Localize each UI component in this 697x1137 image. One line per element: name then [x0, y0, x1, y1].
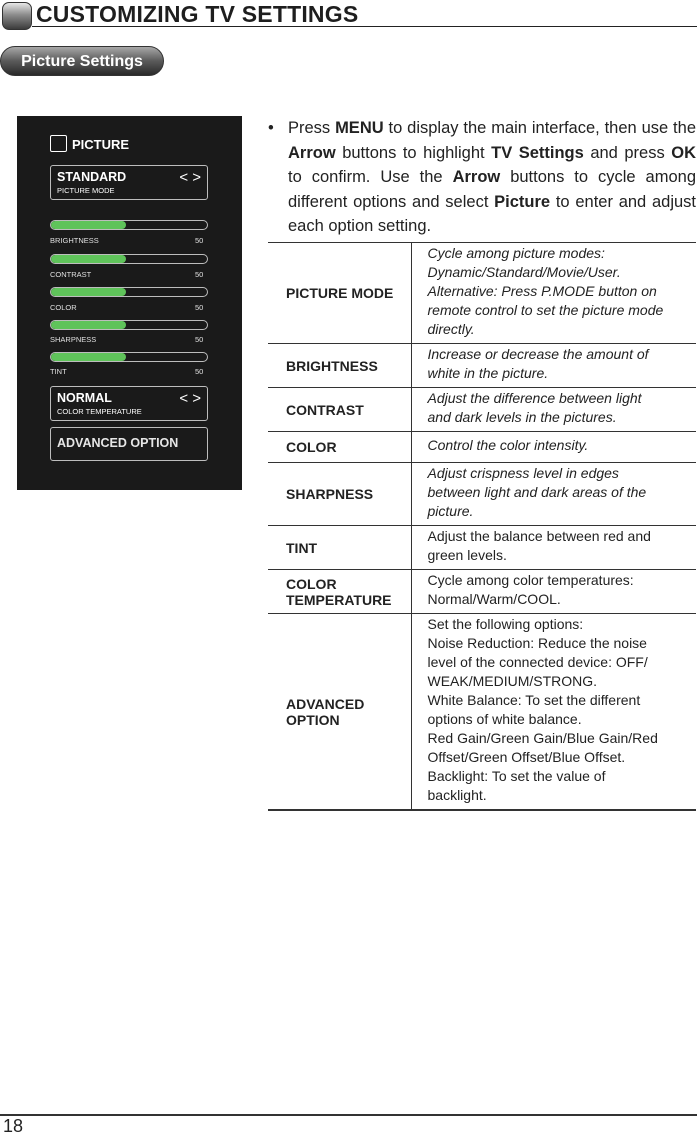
tint-label: TINT: [50, 367, 67, 376]
option-name: ADVANCED OPTION: [268, 614, 411, 811]
advanced-option-button[interactable]: ADVANCED OPTION: [50, 427, 208, 461]
color-label: COLOR: [50, 303, 77, 312]
key-arrow: Arrow: [288, 143, 336, 162]
color-temperature-arrows-icon[interactable]: < >: [179, 390, 201, 407]
option-name: BRIGHTNESS: [268, 344, 411, 388]
picture-options-table: [268, 242, 696, 811]
desc-line: Cycle among picture modes:: [427, 245, 605, 261]
section-label: Picture Settings: [0, 46, 164, 76]
tv-picture-menu: [17, 116, 242, 490]
key-menu: MENU: [335, 119, 384, 137]
sharpness-value: 50: [195, 335, 204, 344]
contrast-label: CONTRAST: [50, 270, 92, 279]
table-row: [268, 432, 696, 463]
desc-line: Set the following options:: [427, 616, 584, 632]
option-name: COLOR: [268, 432, 411, 463]
table-row: [268, 463, 696, 526]
instr-text: Press: [288, 119, 336, 137]
tint-slider[interactable]: [50, 352, 208, 362]
instr-text: and press: [583, 143, 672, 162]
desc-line: WEAK/MEDIUM/STRONG.: [427, 673, 598, 689]
table-row: [268, 614, 696, 811]
desc-line: remote control to set the picture mode: [427, 302, 664, 318]
page-number: 18: [3, 1116, 24, 1136]
color-value: 50: [195, 303, 204, 312]
contrast-value: 50: [195, 270, 204, 279]
option-description: [411, 570, 696, 614]
option-description: [411, 344, 696, 388]
picture-mode-value: STANDARD: [57, 170, 127, 184]
color-temperature-selector[interactable]: [50, 386, 208, 421]
desc-line: Control the color intensity.: [427, 437, 589, 453]
page-title: CUSTOMIZING TV SETTINGS: [36, 1, 359, 27]
desc-line: backlight.: [427, 787, 487, 803]
desc-line: Increase or decrease the amount of: [427, 346, 649, 362]
table-row: [268, 344, 696, 388]
desc-line: directly.: [427, 321, 475, 337]
key-ok: OK: [671, 143, 696, 162]
option-description: [411, 243, 696, 344]
desc-line: and dark levels in the pictures.: [427, 409, 617, 425]
desc-line: Offset/Green Offset/Blue Offset.: [427, 749, 626, 765]
bullet: •: [268, 119, 274, 137]
instr-text: buttons to cycle among different options and select: [288, 168, 696, 211]
desc-line: Adjust the balance between red and: [427, 528, 651, 544]
table-row: [268, 526, 696, 570]
color-temperature-label: COLOR TEMPERATURE: [57, 407, 142, 416]
desc-line: Cycle among color temperatures:: [427, 572, 634, 588]
picture-menu-icon: [50, 135, 67, 152]
tint-slider-fill: [51, 353, 126, 361]
desc-line: level of the connected device: OFF/: [427, 654, 648, 670]
option-name: SHARPNESS: [268, 463, 411, 526]
desc-line: Red Gain/Green Gain/Blue Gain/Red: [427, 730, 658, 746]
picture-mode-label: PICTURE MODE: [57, 186, 115, 195]
option-name: COLOR TEMPERATURE: [268, 570, 411, 614]
instr-text: to confirm. Use the: [288, 168, 453, 186]
tv-menu-title: PICTURE: [72, 137, 130, 152]
brightness-slider-fill: [51, 221, 126, 229]
contrast-slider-fill: [51, 255, 126, 263]
header-divider: [32, 26, 697, 27]
option-name: PICTURE MODE: [268, 243, 411, 344]
brightness-value: 50: [195, 236, 204, 245]
color-slider-fill: [51, 288, 126, 296]
desc-line: White Balance: To set the different: [427, 692, 641, 708]
key-picture: Picture: [494, 192, 551, 211]
desc-line: Backlight: To set the value of: [427, 768, 606, 784]
option-description: [411, 432, 696, 463]
instr-text: to display the main interface, then use the: [383, 119, 696, 137]
tint-value: 50: [195, 367, 204, 376]
color-slider[interactable]: [50, 287, 208, 297]
table-row: [268, 243, 696, 344]
picture-mode-arrows-icon[interactable]: < >: [179, 169, 201, 186]
key-arrow: Arrow: [452, 168, 501, 186]
contrast-slider[interactable]: [50, 254, 208, 264]
desc-line: green levels.: [427, 547, 507, 563]
desc-line: between light and dark areas of the: [427, 484, 647, 500]
desc-line: Alternative: Press P.MODE button on: [427, 283, 657, 299]
option-description: [411, 614, 696, 811]
sharpness-label: SHARPNESS: [50, 335, 97, 344]
instr-text: buttons to highlight: [335, 143, 492, 162]
header-tv-icon: [2, 2, 32, 30]
desc-line: options of white balance.: [427, 711, 582, 727]
desc-line: picture.: [427, 503, 474, 519]
instruction-paragraph: [268, 116, 696, 239]
option-description: [411, 463, 696, 526]
instr-text: to enter and adjust each option setting.: [288, 192, 697, 235]
desc-line: Noise Reduction: Reduce the noise: [427, 635, 647, 651]
brightness-label: BRIGHTNESS: [50, 236, 99, 245]
desc-line: Dynamic/Standard/Movie/User.: [427, 264, 621, 280]
desc-line: white in the picture.: [427, 365, 549, 381]
brightness-slider[interactable]: [50, 220, 208, 230]
option-description: [411, 388, 696, 432]
option-name: TINT: [268, 526, 411, 570]
option-description: [411, 526, 696, 570]
picture-mode-selector[interactable]: [50, 165, 208, 200]
table-row: [268, 388, 696, 432]
option-name: CONTRAST: [268, 388, 411, 432]
key-tv-settings: TV Settings: [491, 143, 584, 162]
sharpness-slider-fill: [51, 321, 126, 329]
table-row: [268, 570, 696, 614]
desc-line: Adjust the difference between light: [427, 390, 642, 406]
desc-line: Adjust crispness level in edges: [427, 465, 619, 481]
sharpness-slider[interactable]: [50, 320, 208, 330]
desc-line: Normal/Warm/COOL.: [427, 591, 561, 607]
color-temperature-value: NORMAL: [57, 391, 112, 405]
footer-divider: [0, 1114, 697, 1116]
